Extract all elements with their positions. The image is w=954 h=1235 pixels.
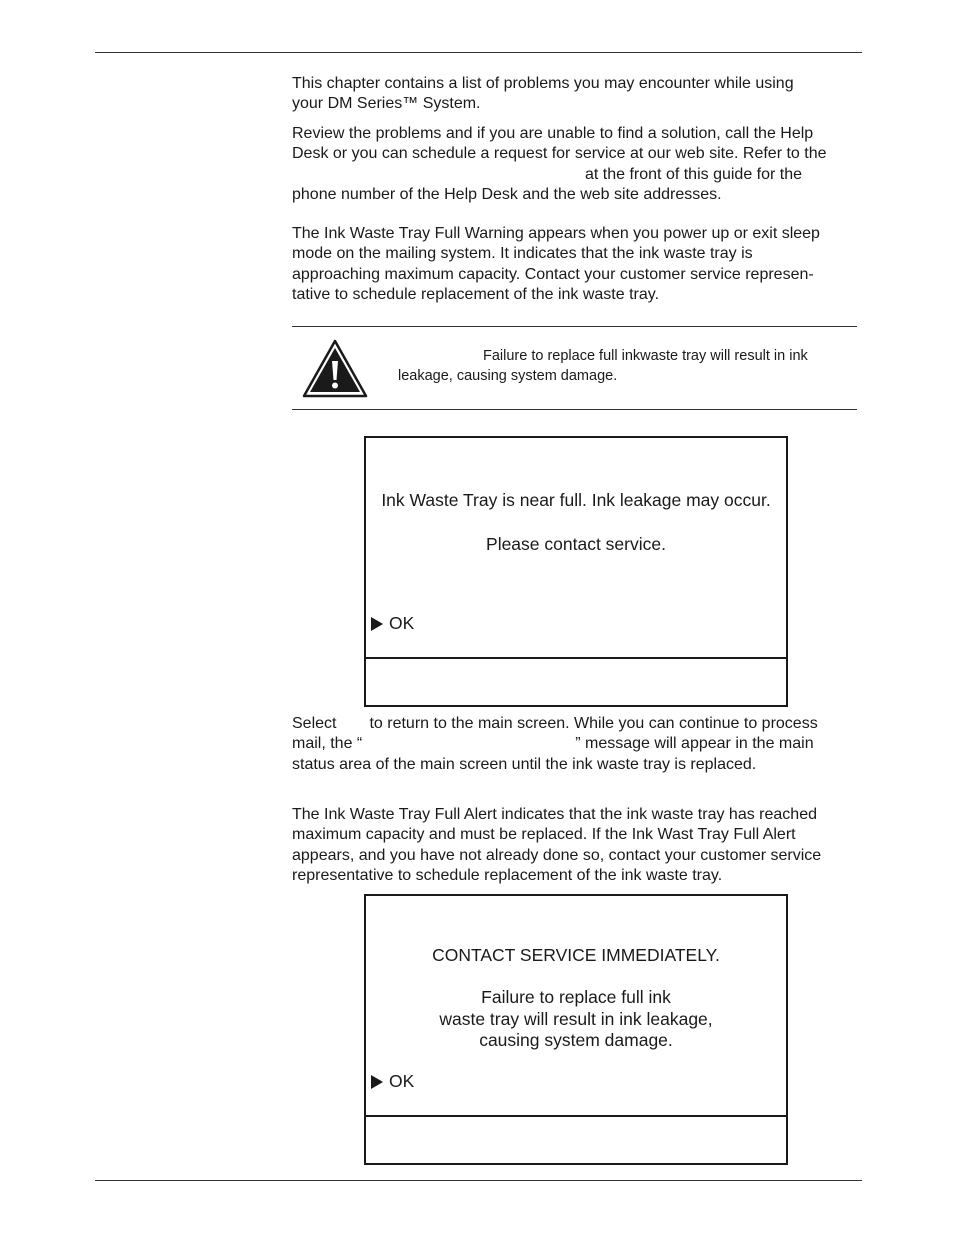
- text-line: appears, and you have not already done so, contact your customer service: [292, 846, 822, 864]
- text-line: mode on the mailing system. It indicates that the ink waste tray is: [292, 245, 753, 263]
- text-fragment: mail, the “: [292, 735, 363, 753]
- text-fragment: to return to the main screen. While you can continue to process: [369, 715, 818, 732]
- text-line: maximum capacity and must be replaced. If the Ink Wast Tray Full Alert: [292, 826, 796, 844]
- warning-description: [292, 224, 862, 305]
- warning-screen: [364, 436, 788, 707]
- text-line: Review the problems and if you are unable to find a solution, call the Help: [292, 125, 814, 142]
- text-line: leakage, causing system damage.: [398, 367, 618, 384]
- bottom-rule: [95, 1180, 862, 1181]
- ok-label: OK: [389, 613, 415, 633]
- triangle-right-icon: [371, 1075, 383, 1089]
- text-line: at the front of this guide for the: [585, 165, 803, 183]
- text-line: [292, 714, 862, 734]
- alert-screen-message: [366, 987, 786, 1052]
- callout-bottom-rule: [292, 409, 857, 410]
- text-line: phone number of the Help Desk and the web site addresses.: [292, 185, 722, 203]
- top-rule: [95, 52, 862, 53]
- text-line: waste tray will result in ink leakage,: [439, 1008, 713, 1029]
- text-line: causing system damage.: [479, 1030, 673, 1050]
- callout-top-rule: [292, 326, 857, 327]
- warning-triangle-icon: [302, 339, 368, 399]
- alert-description: [292, 805, 862, 886]
- text-line: Please contact service.: [486, 533, 666, 554]
- triangle-right-icon: [371, 617, 383, 631]
- warning-screen-message: [366, 490, 786, 555]
- text-line: CONTACT SERVICE IMMEDIATELY.: [432, 945, 720, 965]
- text-line: Ink Waste Tray is near full. Ink leakage may occur.: [381, 490, 771, 510]
- ok-option[interactable]: [371, 1071, 414, 1092]
- ok-option[interactable]: [371, 613, 414, 634]
- text-line: status area of the main screen until the ink waste tray is replaced.: [292, 755, 757, 773]
- warning-callout-text: [398, 347, 858, 386]
- intro-paragraph-1: [292, 74, 862, 115]
- screen-footer: [366, 1115, 786, 1163]
- text-line: Failure to replace full inkwaste tray will result in ink: [483, 348, 808, 364]
- text-line: The Ink Waste Tray Full Alert indicates that the ink waste tray has reached: [292, 806, 817, 823]
- text-fragment: ” message will appear in the main: [575, 735, 814, 753]
- text-line: Desk or you can schedule a request for service at our web site. Refer to the: [292, 145, 827, 163]
- text-line: [292, 734, 862, 754]
- text-line: This chapter contains a list of problems you may encounter while using: [292, 75, 794, 92]
- text-line: your DM Series™ System.: [292, 95, 481, 113]
- text-fragment: Select: [292, 715, 337, 732]
- warning-followup: [292, 714, 862, 775]
- text-line: Failure to replace full ink: [481, 987, 671, 1007]
- text-line: approaching maximum capacity. Contact your customer service represen-: [292, 265, 814, 283]
- screen-footer: [366, 657, 786, 705]
- text-line: tative to schedule replacement of the ink waste tray.: [292, 285, 660, 303]
- alert-screen: [364, 894, 788, 1165]
- intro-paragraph-2: [292, 124, 862, 205]
- ok-label: OK: [389, 1071, 415, 1091]
- text-line: representative to schedule replacement of the ink waste tray.: [292, 866, 723, 884]
- text-line: The Ink Waste Tray Full Warning appears when you power up or exit sleep: [292, 225, 820, 242]
- alert-screen-heading: [366, 945, 786, 967]
